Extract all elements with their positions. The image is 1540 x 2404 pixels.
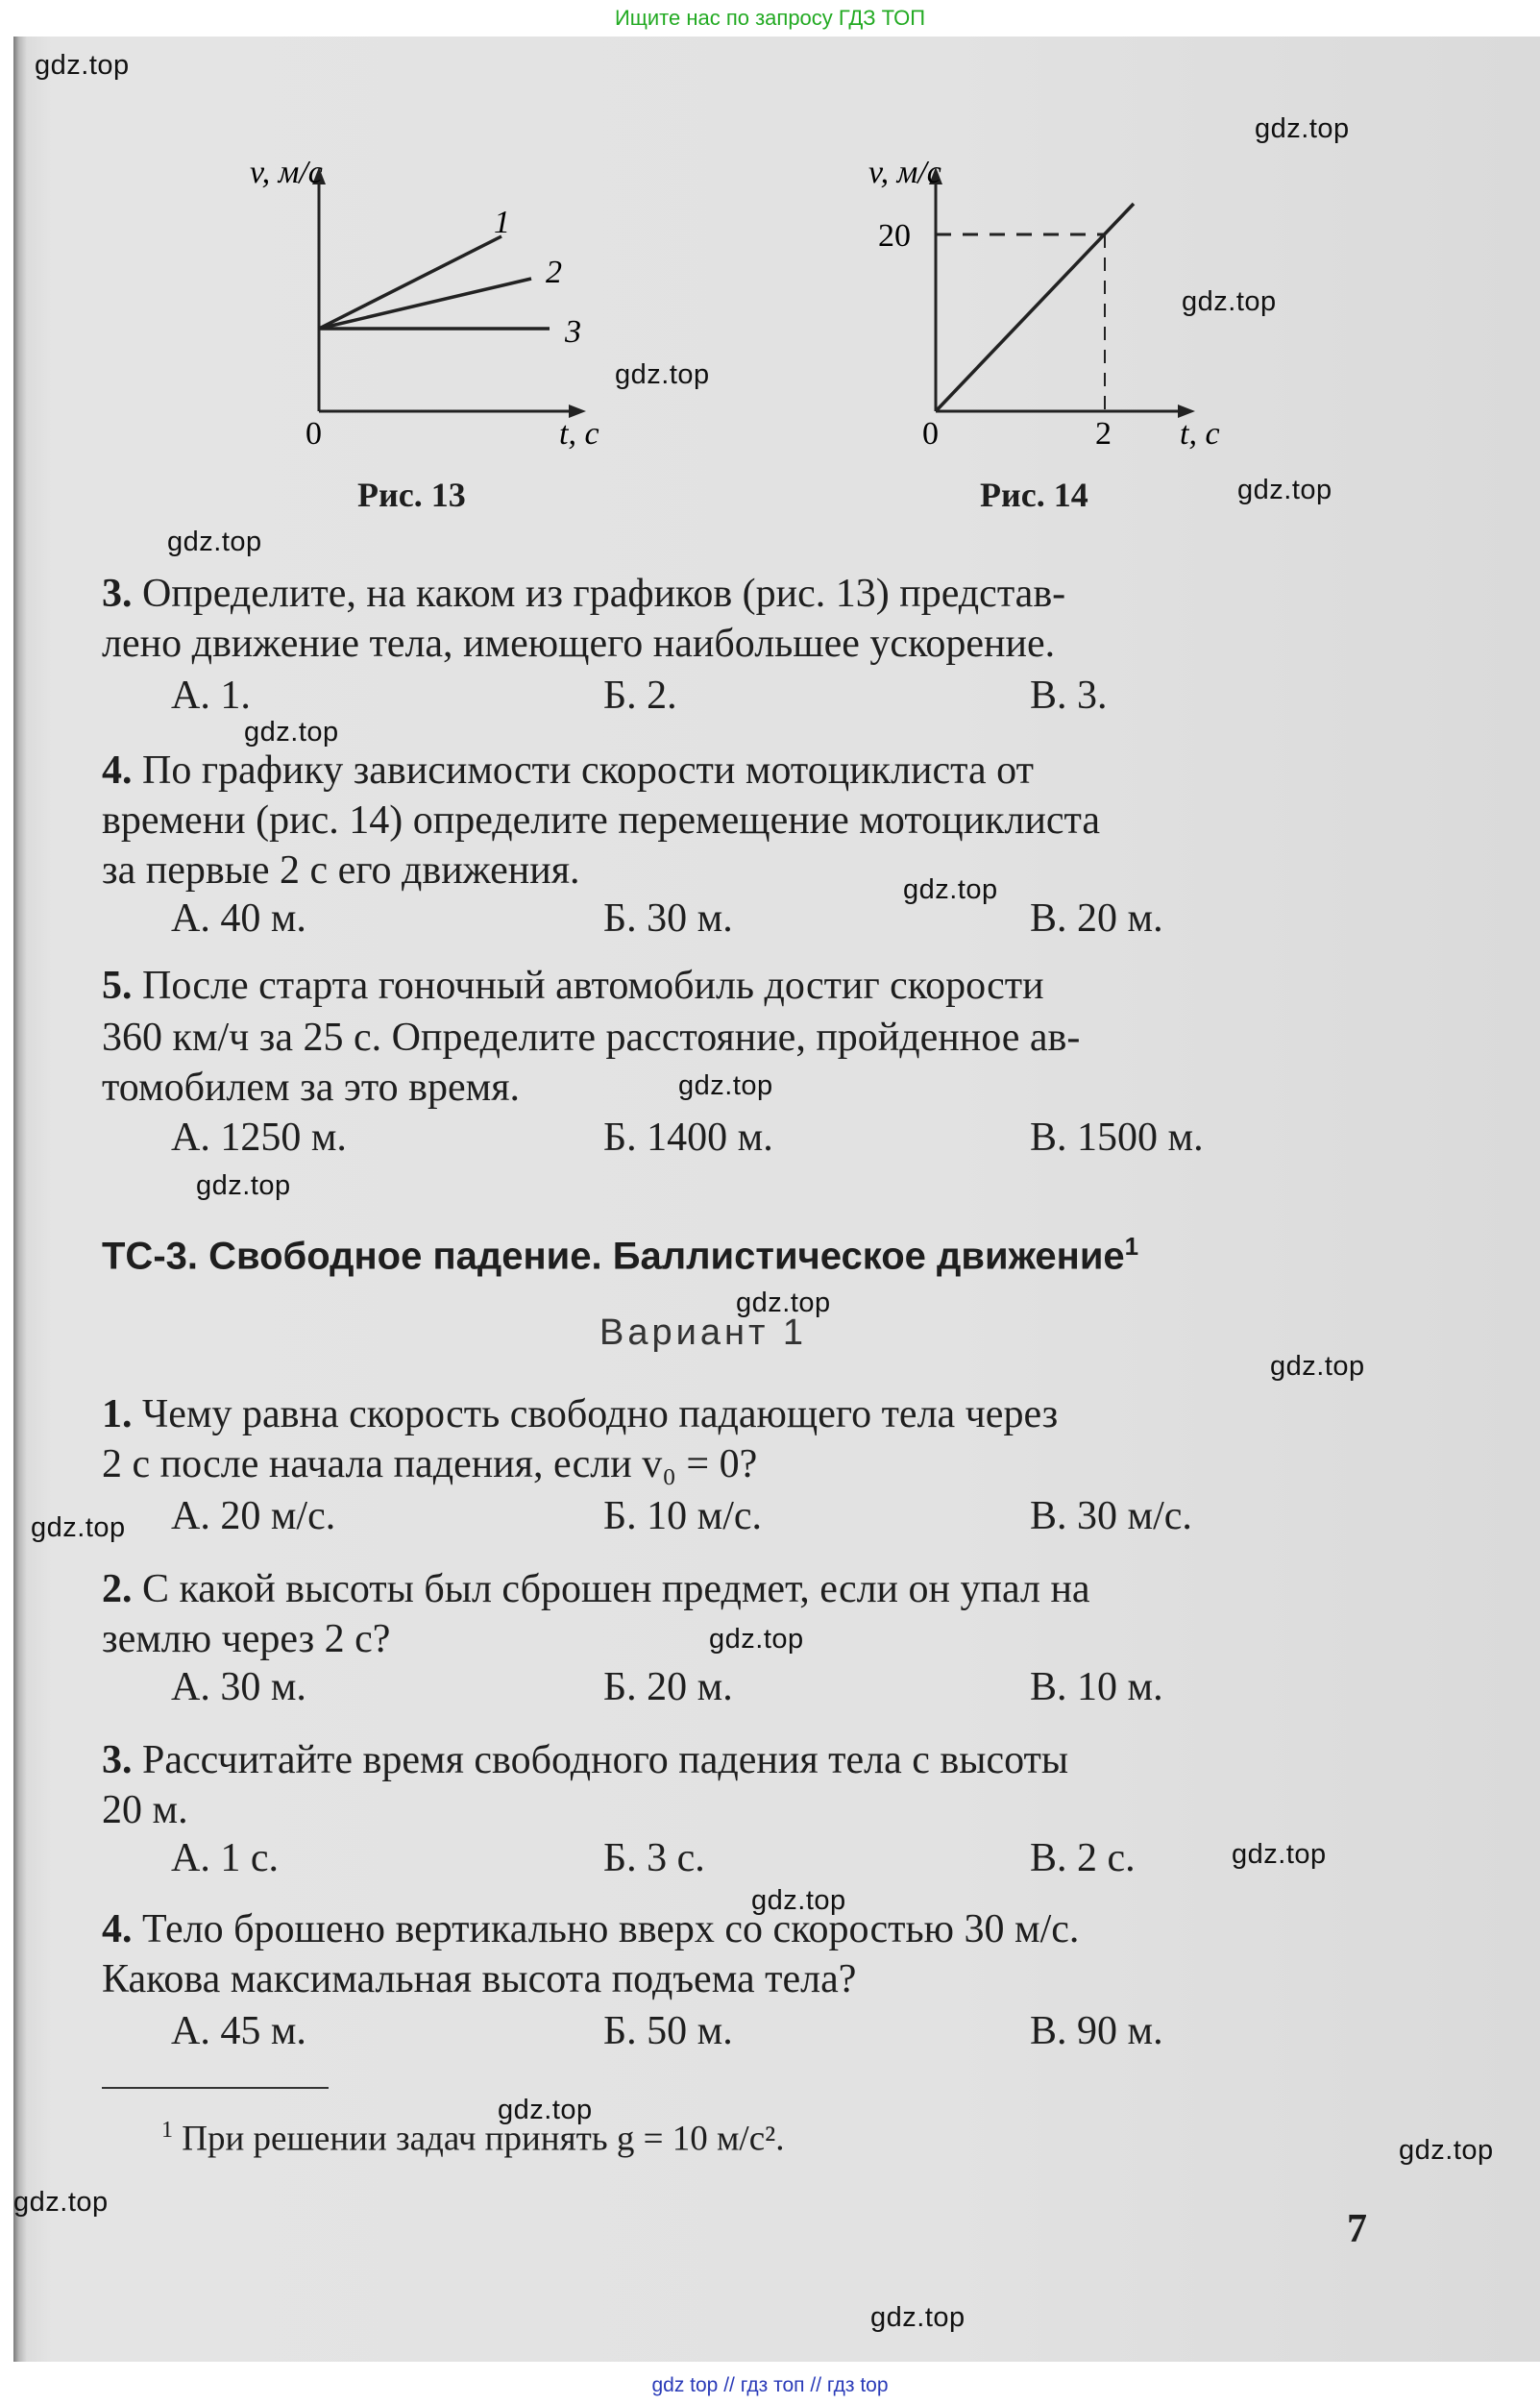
q5-line-2: 360 км/ч за 25 с. Определите расстояние, пройденное ав- xyxy=(102,1016,1081,1060)
variant-label: Вариант 1 xyxy=(599,1312,808,1353)
q5-text-1: После старта гоночный автомобиль достиг скорости xyxy=(142,964,1044,1008)
watermark: gdz.top xyxy=(13,2187,109,2218)
s4-number: 4. xyxy=(102,1907,133,1951)
fig14-ytick-20: 20 xyxy=(878,218,911,254)
watermark: gdz.top xyxy=(870,2302,966,2333)
watermark: gdz.top xyxy=(1270,1351,1365,1382)
watermark: gdz.top xyxy=(1255,113,1350,144)
q4-line-3: за первые 2 с его движения. xyxy=(102,848,580,893)
watermark: gdz.top xyxy=(615,359,710,390)
figure-14-graph xyxy=(817,154,1220,471)
s3-text-1: Рассчитайте время свободного падения тела с высоты xyxy=(142,1738,1069,1782)
watermark: gdz.top xyxy=(903,874,998,905)
s2-option-c[interactable]: В. 10 м. xyxy=(1030,1665,1163,1709)
fig13-origin: 0 xyxy=(306,416,322,452)
s3-number: 3. xyxy=(102,1738,133,1782)
s1-option-b[interactable]: Б. 10 м/с. xyxy=(603,1494,763,1538)
s2-option-a[interactable]: А. 30 м. xyxy=(171,1665,306,1709)
watermark: gdz.top xyxy=(1237,475,1332,505)
watermark: gdz.top xyxy=(244,717,339,748)
top-banner[interactable]: Ищите нас по запросу ГДЗ ТОП xyxy=(0,0,1540,37)
watermark: gdz.top xyxy=(1232,1839,1327,1870)
s4-line-1 xyxy=(102,1906,1370,1952)
bottom-banner[interactable]: gdz top // гдз топ // гдз top xyxy=(0,2367,1540,2404)
q5-option-c[interactable]: В. 1500 м. xyxy=(1030,1116,1204,1160)
footnote xyxy=(161,2118,784,2159)
fig13-xlabel: t, с xyxy=(559,416,599,452)
s1-text-1: Чему равна скорость свободно падающего тела через xyxy=(142,1392,1059,1436)
watermark: gdz.top xyxy=(1399,2135,1494,2166)
s4-option-b[interactable]: Б. 50 м. xyxy=(603,2009,733,2053)
figure-13-graph xyxy=(250,154,605,471)
watermark: gdz.top xyxy=(751,1885,846,1916)
s4-option-a[interactable]: А. 45 м. xyxy=(171,2009,306,2053)
fig13-line-3-label: 3 xyxy=(565,314,581,350)
s2-option-b[interactable]: Б. 20 м. xyxy=(603,1665,733,1709)
q4-option-a[interactable]: А. 40 м. xyxy=(171,896,306,941)
q3-line-1 xyxy=(102,571,1370,617)
q3-text-1: Определите, на каком из графиков (рис. 13) представ- xyxy=(142,572,1066,616)
q4-option-b[interactable]: Б. 30 м. xyxy=(603,896,733,941)
watermark: gdz.top xyxy=(678,1070,773,1101)
section-heading xyxy=(102,1232,1138,1278)
s4-text-1: Тело брошено вертикально вверх со скоростью 30 м/с. xyxy=(142,1907,1080,1951)
s1-line-1 xyxy=(102,1391,1370,1437)
fig14-caption: Рис. 14 xyxy=(980,476,1088,514)
q4-number: 4. xyxy=(102,748,133,793)
q5-option-a[interactable]: А. 1250 м. xyxy=(171,1116,347,1160)
q3-option-b[interactable]: Б. 2. xyxy=(603,674,677,718)
s1-number: 1. xyxy=(102,1392,133,1436)
s3-option-b[interactable]: Б. 3 с. xyxy=(603,1836,705,1880)
s1-line-2: 2 с после начала падения, если v₀ = 0? xyxy=(102,1442,758,1486)
page-number: 7 xyxy=(1347,2207,1367,2251)
q3-number: 3. xyxy=(102,572,133,616)
q5-option-b[interactable]: Б. 1400 м. xyxy=(603,1116,773,1160)
q3-line-2: лено движение тела, имеющего наибольшее ускорение. xyxy=(102,622,1056,666)
s2-number: 2. xyxy=(102,1567,133,1611)
watermark: gdz.top xyxy=(736,1288,831,1318)
q4-line-1 xyxy=(102,748,1370,794)
section-footnote-mark: 1 xyxy=(1124,1232,1139,1261)
watermark: gdz.top xyxy=(498,2095,593,2125)
footnote-divider xyxy=(102,2087,329,2089)
watermark: gdz.top xyxy=(1182,286,1277,317)
s3-option-a[interactable]: А. 1 с. xyxy=(171,1836,279,1880)
fig14-xlabel: t, с xyxy=(1180,416,1220,452)
footnote-text: При решении задач принять g = 10 м/с². xyxy=(182,2119,785,2159)
s4-option-c[interactable]: В. 90 м. xyxy=(1030,2009,1163,2053)
fig13-line-2-label: 2 xyxy=(546,255,562,290)
s1-option-a[interactable]: А. 20 м/с. xyxy=(171,1494,336,1538)
q4-option-c[interactable]: В. 20 м. xyxy=(1030,896,1163,941)
q3-option-c[interactable]: В. 3. xyxy=(1030,674,1108,718)
s3-line-1 xyxy=(102,1737,1370,1783)
fig14-ylabel: v, м/с xyxy=(868,155,941,190)
fig13-ylabel: v, м/с xyxy=(250,155,323,190)
s2-line-2: землю через 2 с? xyxy=(102,1617,391,1661)
s2-line-1 xyxy=(102,1566,1370,1612)
fig13-caption: Рис. 13 xyxy=(357,476,466,514)
section-title: ТС-3. Свободное падение. Баллистическое движение xyxy=(102,1235,1125,1278)
watermark: gdz.top xyxy=(709,1624,804,1655)
watermark: gdz.top xyxy=(167,527,262,557)
s1-option-c[interactable]: В. 30 м/с. xyxy=(1030,1494,1192,1538)
watermark: gdz.top xyxy=(196,1170,291,1201)
fig14-xtick-2: 2 xyxy=(1095,416,1112,452)
footnote-mark: 1 xyxy=(161,2118,173,2143)
s3-option-c[interactable]: В. 2 с. xyxy=(1030,1836,1136,1880)
q5-number: 5. xyxy=(102,964,133,1008)
q4-text-1: По графику зависимости скорости мотоциклиста от xyxy=(142,748,1034,793)
watermark: gdz.top xyxy=(35,50,130,81)
watermark: gdz.top xyxy=(31,1512,126,1543)
fig14-origin: 0 xyxy=(922,416,939,452)
q4-line-2: времени (рис. 14) определите перемещение мотоциклиста xyxy=(102,798,1101,843)
q3-option-a[interactable]: А. 1. xyxy=(171,674,251,718)
s4-line-2: Какова максимальная высота подъема тела? xyxy=(102,1957,857,2001)
s2-text-1: С какой высоты был сброшен предмет, если он упал на xyxy=(142,1567,1090,1611)
fig13-line-1-label: 1 xyxy=(494,205,510,240)
q5-line-1 xyxy=(102,963,1370,1009)
s3-line-2: 20 м. xyxy=(102,1788,188,1832)
q5-line-3: томобилем за это время. xyxy=(102,1066,521,1110)
